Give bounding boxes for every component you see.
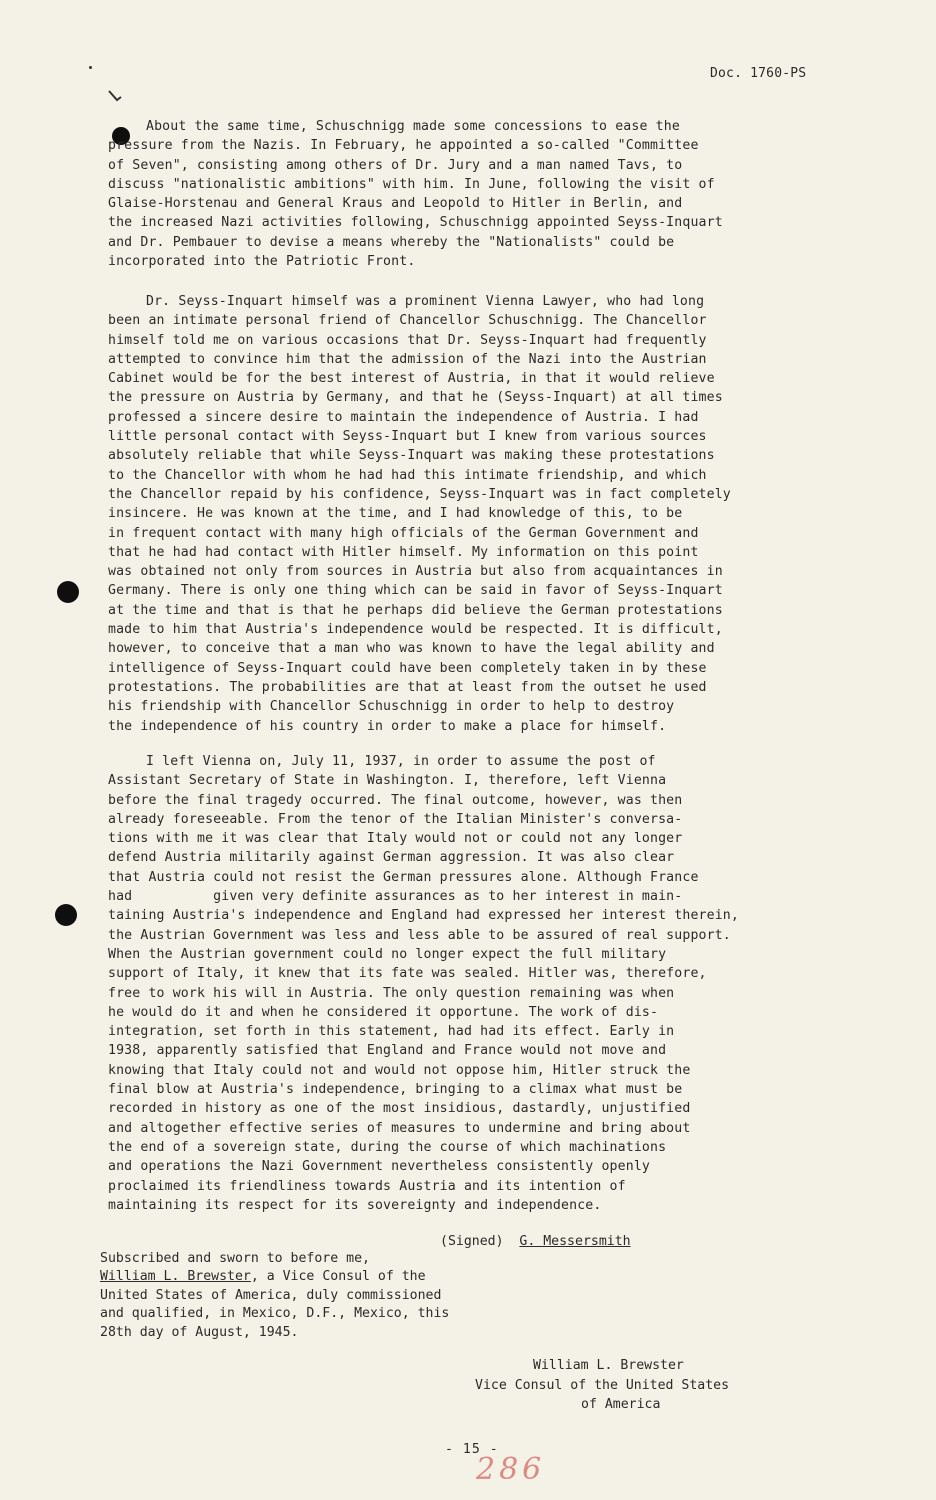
ink-dot (89, 66, 92, 69)
pencil-check-mark-icon (108, 90, 122, 104)
signed-name: G. Messersmith (519, 1234, 631, 1249)
page-number: - 15 - (445, 1442, 499, 1457)
paragraph-seyss-inquart: Dr. Seyss-Inquart himself was a prominent Vienna Lawyer, who had long been an intimate personal friend of Chancellor Schuschnigg. The Chancellor himself told me on various occasions that Dr. Seyss-Inquart had frequently attempted to convince him that the admission of the Nazi into the Austrian Cabinet would be for the best interest of Austria, in that it would relieve the pressure on Austria by Germany, and that he (Seyss-Inquart) at all times professed a sincere desire to maintain the independence of Austria. I had little personal contact with Seyss-Inquart but I knew from various sources absolutely reliable that while Seyss-Inquart was making these protestations to the Chancellor with whom he had had this intimate friendship, and which the Chancellor repaid by his confidence, Seyss-Inquart was in fact completely insincere. He was known at the time, and I had knowledge of this, to be in frequent contact with many high officials of the German Government and that he had had contact with Hitler himself. My information on this point was obtained not only from sources in Austria but also from acquaintances in Germany. There is only one thing which can be said in favor of Seyss-Inquart at the time and that is that he perhaps did believe the German protestations made to him that Austria's independence would be respected. It is difficult, however, to conceive that a man who was known to have the legal ability and intelligence of Seyss-Inquart could have been completely taken in by these protestations. The probabilities are that at least from the outset he used his friendship with Chancellor Schuschnigg in order to help to destroy the independence of his country in order to make a place for himself. (108, 294, 731, 734)
consul-name: William L. Brewster (533, 1358, 684, 1373)
sworn-statement (100, 1250, 449, 1342)
sworn-consul-name: William L. Brewster (100, 1269, 251, 1285)
sworn-line-1: Subscribed and sworn to before me, (100, 1251, 370, 1266)
document-reference: Doc. 1760-PS (710, 66, 807, 81)
punch-hole-upper (57, 581, 79, 603)
sworn-line-4: and qualified, in Mexico, D.F., Mexico, this (100, 1306, 450, 1322)
paragraph-concessions: About the same time, Schuschnigg made some concessions to ease the pressure from the Nazis. In February, he appointed a so-called "Committee of Seven", consisting among others of Dr. Jury and a man named Tavs, to discuss "nationalistic ambitions" with him. In June, following the visit of Glaise-Horstenau and General Kraus and Leopold to Hitler in Berlin, and the increased Nazi activities following, Schuschnigg appointed Seyss-Inquart and Dr. Pembauer to devise a means whereby the "Nationalists" could be incorporated into the Patriotic Front. (108, 119, 723, 270)
sworn-line-2 (100, 1268, 449, 1286)
sworn-line-2-rest: , a Vice Consul of the (250, 1269, 426, 1285)
handwritten-stamp-number: 286 (476, 1452, 546, 1487)
sworn-line-3: United States of America, duly commissioned (100, 1287, 442, 1303)
sworn-line-5: 28th day of August, 1945. (100, 1324, 299, 1340)
consul-title-2: of America (581, 1397, 661, 1412)
paragraph-left-vienna: I left Vienna on, July 11, 1937, in order to assume the post of Assistant Secretary of State in Washington. I, therefore, left Vienna before the final tragedy occurred. The final outcome, however, was then already foreseeable. From the tenor of the Italian Minister's conversa- tions with me it was clear that Italy would not or could not any longer defend Austria militarily against German aggression. It was also clear that Austria could not resist the German pressures alone. Although France had given very definite assurances as to her interest in main- taining Austria's independence and England had expressed her interest therein, the Austrian Government was less and less able to be assured of real support. When the Austrian government could no longer expect the full military support of Italy, it knew that its fate was sealed. Hitler was, therefore, free to work his will in Austria. The only question remaining was when he would do it and when he considered it opportune. The work of dis- integration, set forth in this statement, had had its effect. Early in 1938, apparently satisfied that England and France would not move and knowing that Italy could not and would not oppose him, Hitler struck the final blow at Austria's independence, bringing to a climax what must be recorded in history as one of the most insidious, dastardly, unjustified and altogether effective series of measures to undermine and bring about the end of a sovereign state, during the course of which machinations and operations the Nazi Government nevertheless consistently openly proclaimed its friendliness towards Austria and its intention of maintaining its respect for its sovereignty and independence. (108, 754, 739, 1213)
consul-signature-block (475, 1356, 729, 1415)
consul-title: Vice Consul of the United States (475, 1377, 730, 1393)
punch-hole-lower (55, 904, 77, 926)
signed-line (440, 1234, 631, 1249)
signed-prefix: (Signed) (440, 1234, 504, 1249)
